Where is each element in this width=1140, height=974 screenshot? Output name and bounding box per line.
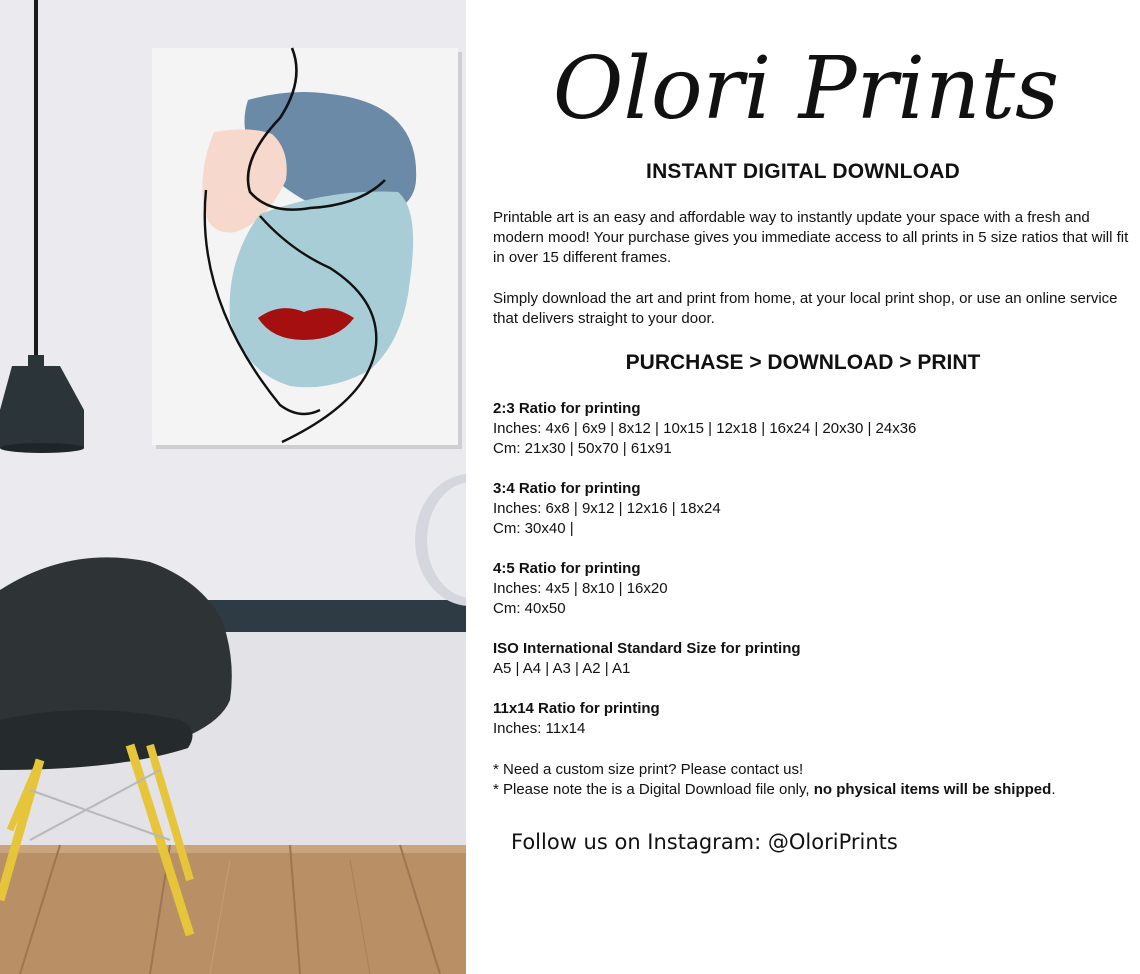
ratio-inches: Inches: 4x6 | 6x9 | 8x12 | 10x15 | 12x18 | 16x24 | 20x30 | 24x36 [493, 420, 917, 437]
wood-floor [0, 845, 466, 974]
steps-heading: PURCHASE > DOWNLOAD > PRINT [625, 351, 981, 374]
ratio-group-iso [493, 639, 1133, 679]
ratio-title: 3:4 Ratio for printing [493, 480, 641, 497]
ratio-list [493, 399, 1133, 759]
ratio-cm: Cm: 30x40 | [493, 520, 574, 537]
ratio-inches: Inches: 11x14 [493, 720, 586, 737]
intro-paragraph: Printable art is an easy and affordable way to instantly update your space with a fresh and modern mood! Your purchase gives you immediate access to all prints in 5 size ratios that will fit in over 15 different frames. [493, 209, 1129, 266]
ratio-title: 2:3 Ratio for printing [493, 400, 641, 417]
digital-download-note [493, 780, 1133, 800]
product-info-panel [466, 0, 1140, 974]
digital-note-text: * Please note the is a Digital Download file only, [493, 781, 814, 798]
ratio-title: 11x14 Ratio for printing [493, 700, 660, 717]
brand-logo [506, 18, 1106, 148]
ratio-title: 4:5 Ratio for printing [493, 560, 641, 577]
ratio-group-11-14 [493, 699, 1133, 739]
digital-note-suffix: . [1051, 781, 1056, 798]
ratio-sizes: A5 | A4 | A3 | A2 | A1 [493, 660, 631, 677]
custom-size-note: * Need a custom size print? Please contact us! [493, 761, 804, 778]
ratio-title: ISO International Standard Size for printing [493, 640, 801, 657]
download-paragraph: Simply download the art and print from home, at your local print shop, or use an online service that delivers straight to your door. [493, 290, 1118, 327]
page-subtitle: INSTANT DIGITAL DOWNLOAD [646, 160, 960, 183]
notes [493, 760, 1133, 800]
digital-note-bold: no physical items will be shipped [813, 781, 1052, 798]
ratio-cm: Cm: 40x50 [493, 600, 566, 617]
ratio-cm: Cm: 21x30 | 50x70 | 61x91 [493, 440, 672, 457]
ratio-inches: Inches: 6x8 | 9x12 | 12x16 | 18x24 [493, 500, 721, 517]
canvas-art-print [152, 48, 462, 449]
ratio-group-4-5 [493, 559, 1133, 619]
instagram-follow: Follow us on Instagram: @OloriPrints [511, 830, 898, 854]
ratio-group-2-3 [493, 399, 1133, 459]
brand-logo-text: Olori Prints [552, 39, 1060, 139]
room-scene-photo [0, 0, 466, 974]
ratio-inches: Inches: 4x5 | 8x10 | 16x20 [493, 580, 668, 597]
ratio-group-3-4 [493, 479, 1133, 539]
